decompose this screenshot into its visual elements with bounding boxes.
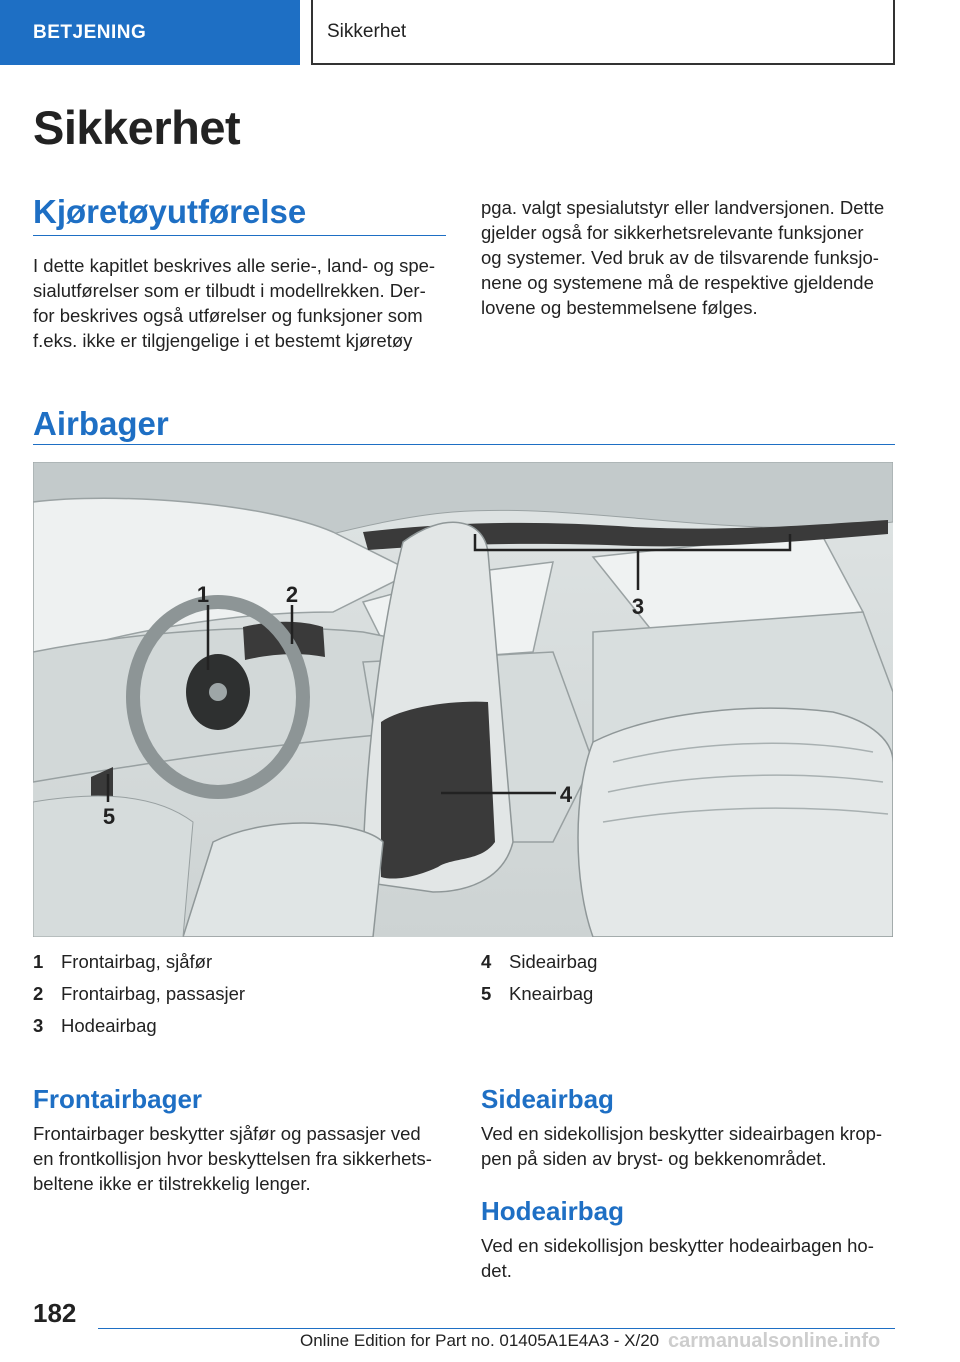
footer-edition: Online Edition for Part no. 01405A1E4A3 - X/20 <box>300 1331 660 1350</box>
head-airbag-heading: Hodeairbag <box>481 1196 625 1226</box>
text-line: lovene og bestemmelsene følges. <box>481 297 758 318</box>
text-line: beltene ikke er tilstrekkelig lenger. <box>33 1173 311 1194</box>
side-airbag-heading: Sideairbag <box>481 1084 614 1114</box>
page-title: Sikkerhet <box>33 101 241 154</box>
text-line: nene og systemene må de respektive gjeldende <box>481 272 874 293</box>
legend-label: Hodeairbag <box>61 1015 157 1036</box>
callout-number-3: 3 <box>631 594 645 619</box>
legend-item <box>481 978 901 1010</box>
legend-item <box>481 946 901 978</box>
text-line: f.eks. ikke er tilgjengelige i et bestemt kjøretøy <box>33 330 413 351</box>
front-airbags-heading: Frontairbager <box>33 1084 203 1114</box>
airbag-illustration <box>33 462 893 937</box>
text-line: Frontairbager beskytter sjåfør og passasjer ved <box>33 1123 421 1144</box>
legend-number: 1 <box>33 951 44 972</box>
callout-number-2: 2 <box>285 582 299 607</box>
legend-number: 4 <box>481 951 492 972</box>
chapter-title: Sikkerhet <box>327 20 407 42</box>
legend-label: Kneairbag <box>509 983 594 1004</box>
text-line: Ved en sidekollisjon beskytter sideairbagen krop- <box>481 1123 883 1144</box>
rear-bench <box>578 708 893 937</box>
text-line: Ved en sidekollisjon beskytter hodeairbagen ho- <box>481 1235 874 1256</box>
text-line: sialutførelser som er tilbudt i modellrekken. Der- <box>33 280 426 301</box>
logo-badge <box>209 683 227 701</box>
text-line: det. <box>481 1260 512 1281</box>
text-line: I dette kapitlet beskrives alle serie-, land- og spe- <box>33 255 436 276</box>
legend-label: Sideairbag <box>509 951 598 972</box>
text-line: pen på siden av bryst- og bekkenområdet. <box>481 1148 827 1169</box>
side-airbag-shape <box>381 702 495 879</box>
vehicle-version-heading: Kjøretøyutførelse <box>33 193 307 230</box>
text-line: pga. valgt spesialutstyr eller landversjonen. Dette <box>481 197 885 218</box>
text-line: og systemer. Ved bruk av de tilsvarende funksjo- <box>481 247 879 268</box>
front-airbags-text <box>33 1121 463 1196</box>
heading-rule <box>33 235 446 236</box>
page-number: 182 <box>33 1298 77 1328</box>
section-tab[interactable]: BETJENING <box>0 0 300 65</box>
callout-number-5: 5 <box>102 804 116 829</box>
airbags-heading: Airbager <box>33 405 169 442</box>
legend-number: 2 <box>33 983 44 1004</box>
side-airbag-text <box>481 1121 901 1171</box>
heading-rule <box>33 444 895 445</box>
chapter-title-box <box>311 0 895 65</box>
legend-number: 3 <box>33 1015 44 1036</box>
text-line: en frontkollisjon hvor beskyttelsen fra sikkerhets- <box>33 1148 432 1169</box>
text-line: for beskrives også utførelser og funksjoner som <box>33 305 423 326</box>
legend-left <box>33 946 453 1042</box>
footer-rule <box>98 1328 895 1329</box>
legend-item <box>33 1010 453 1042</box>
head-airbag-text <box>481 1233 901 1283</box>
legend-number: 5 <box>481 983 492 1004</box>
legend-label: Frontairbag, passasjer <box>61 983 246 1004</box>
vehicle-version-text-right <box>481 195 901 320</box>
callout-number-4: 4 <box>559 782 573 807</box>
vehicle-version-text-left <box>33 253 453 353</box>
text-line: gjelder også for sikkerhetsrelevante funksjoner <box>481 222 864 243</box>
legend-label: Frontairbag, sjåfør <box>61 951 213 972</box>
watermark: carmanualsonline.info <box>668 1330 881 1352</box>
legend-right <box>481 946 901 1010</box>
airbag-illustration-svg <box>33 462 893 937</box>
legend-item <box>33 978 453 1010</box>
callout-number-1: 1 <box>196 582 210 607</box>
legend-item <box>33 946 453 978</box>
